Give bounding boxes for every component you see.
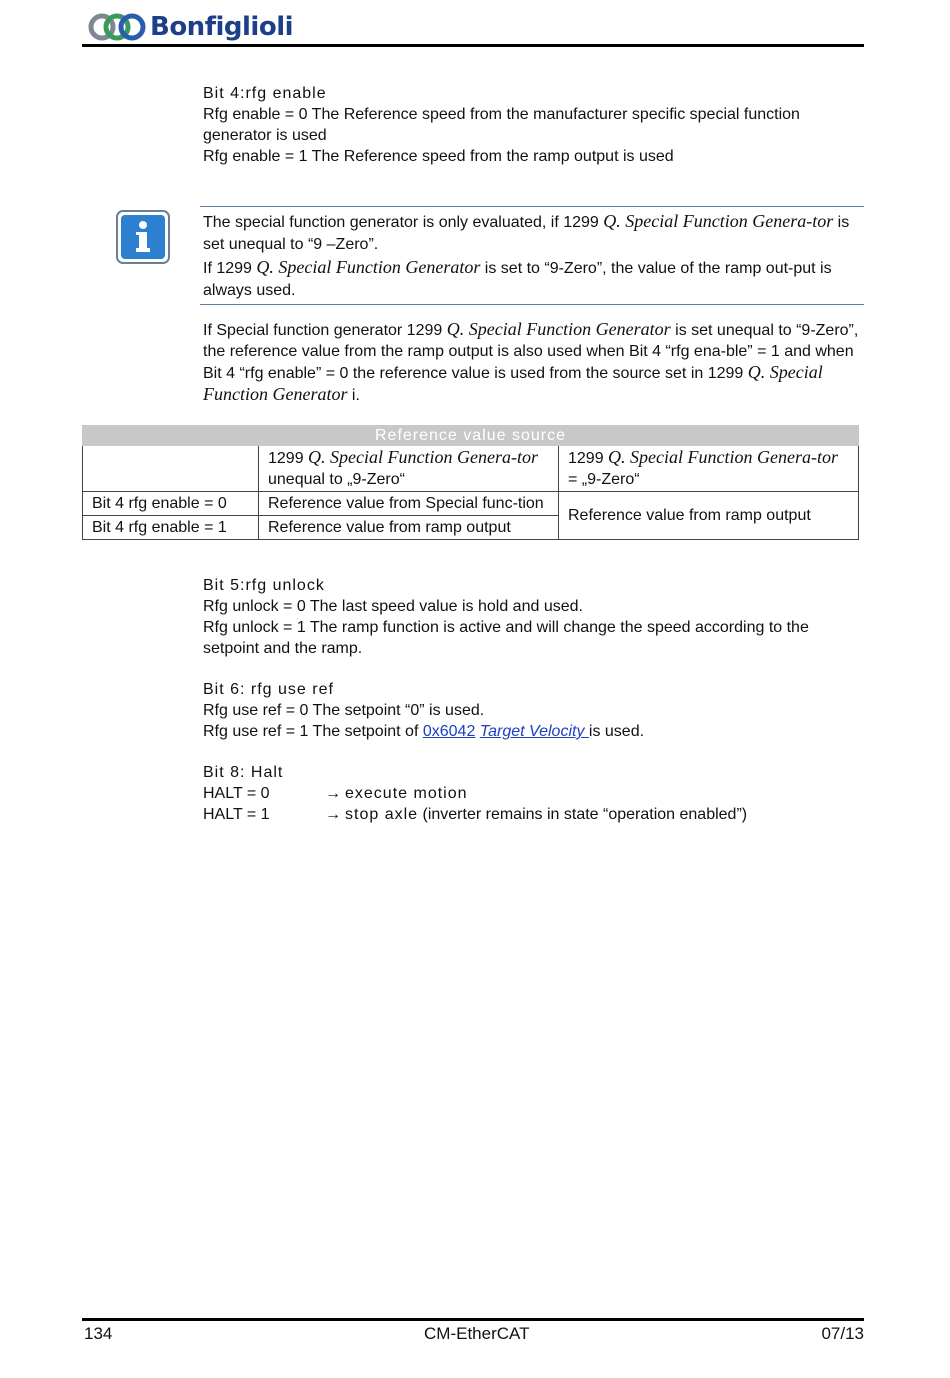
bit5-heading: Bit 5:rfg unlock — [203, 577, 325, 594]
header-text: 1299 — [568, 450, 609, 467]
bit6-line1: Rfg use ref = 0 The setpoint “0” is used. — [203, 702, 485, 719]
table-row — [83, 446, 859, 492]
header-text: unequal to „9-Zero“ — [268, 471, 405, 488]
info-icon — [116, 210, 170, 264]
paragraph-text: is set unequal to “9-Zero”, the reference value from the ramp output is also used when Bit 4 “rfg ena-ble” = 1 and when Bit 4 “rfg enable” = 0 the reference value is used from the source set in 1299 — [203, 322, 859, 382]
note-param-ref: Q. Special Function Generator — [256, 257, 481, 277]
object-index-link[interactable]: 0x6042 — [422, 723, 476, 740]
header-rule — [82, 44, 864, 47]
brand-logo — [88, 10, 293, 44]
bit8-section — [203, 762, 865, 825]
bit5-line2: Rfg unlock = 1 The ramp function is active and will change the speed according to the setpoint and the ramp. — [203, 619, 809, 657]
bit6-heading: Bit 6: rfg use ref — [203, 681, 334, 698]
header-text: = „9-Zero“ — [568, 471, 640, 488]
table-cell: Reference value from ramp output — [259, 516, 559, 540]
footer-rule — [82, 1318, 864, 1321]
document-date: 07/13 — [821, 1324, 864, 1343]
generator-paragraph — [203, 319, 865, 406]
table-cell-empty — [83, 446, 259, 492]
arrow-right-icon: → — [325, 806, 341, 823]
halt-action: stop axle — [345, 806, 419, 823]
note-text: is set unequal to “9 –Zero”. — [203, 214, 850, 253]
page-number: 134 — [84, 1324, 113, 1343]
paragraph-text: If Special function generator 1299 — [203, 322, 447, 339]
bit4-heading: Bit 4:rfg enable — [203, 85, 327, 102]
brand-name: Bonfiglioli — [150, 12, 294, 42]
table-caption: Reference value source — [83, 426, 859, 446]
arrow-right-icon: → — [325, 785, 341, 802]
table-header-cell — [559, 446, 859, 492]
table-cell: Reference value from Special func-tion — [259, 492, 559, 516]
param-ref: Q. Special Function Generator — [446, 319, 671, 339]
note-param-ref: Q. Special Function Genera-tor — [603, 211, 834, 231]
info-note — [200, 206, 864, 305]
halt-label: HALT = 0 — [203, 785, 270, 802]
bit5-line1: Rfg unlock = 0 The last speed value is hold and used. — [203, 598, 583, 615]
bit4-section — [203, 83, 865, 167]
bit5-section — [203, 575, 865, 659]
header-text: 1299 — [268, 450, 309, 467]
row-label: Bit 4 rfg enable = 1 — [83, 516, 259, 540]
bit8-heading: Bit 8: Halt — [203, 764, 284, 781]
document-name: CM-EtherCAT — [424, 1324, 530, 1343]
row-label: Bit 4 rfg enable = 0 — [83, 492, 259, 516]
halt-row — [203, 783, 865, 804]
header-param: Q. Special Function Genera-tor — [308, 447, 538, 467]
bit4-line2: Rfg enable = 1 The Reference speed from the ramp output is used — [203, 148, 674, 165]
table-row — [83, 492, 859, 516]
bit6-section — [203, 679, 865, 742]
halt-note: (inverter remains in state “operation enabled”) — [418, 806, 748, 823]
table-header-cell — [259, 446, 559, 492]
halt-row — [203, 804, 865, 825]
paragraph-text: i. — [347, 387, 360, 404]
note-text: If 1299 — [203, 260, 257, 277]
halt-action: execute motion — [345, 785, 468, 802]
header-param: Q. Special Function Genera-tor — [608, 447, 838, 467]
note-text: The special function generator is only evaluated, if 1299 — [203, 214, 604, 231]
halt-label: HALT = 1 — [203, 806, 270, 823]
target-velocity-link[interactable]: Target Velocity — [479, 723, 589, 740]
note-text: is set to “9-Zero”, the value of the ramp out-put is always used. — [203, 260, 832, 299]
bit4-line1: Rfg enable = 0 The Reference speed from the manufacturer specific special function generator is used — [203, 106, 800, 144]
param-ref: Q. Special Function Generator — [203, 362, 823, 404]
bit6-line2: Rfg use ref = 1 The setpoint of — [203, 723, 423, 740]
rings-logo-icon — [88, 11, 146, 43]
table-cell-merged: Reference value from ramp output — [559, 492, 859, 540]
bit6-line2-end: is used. — [588, 723, 645, 740]
reference-value-table — [82, 425, 859, 540]
